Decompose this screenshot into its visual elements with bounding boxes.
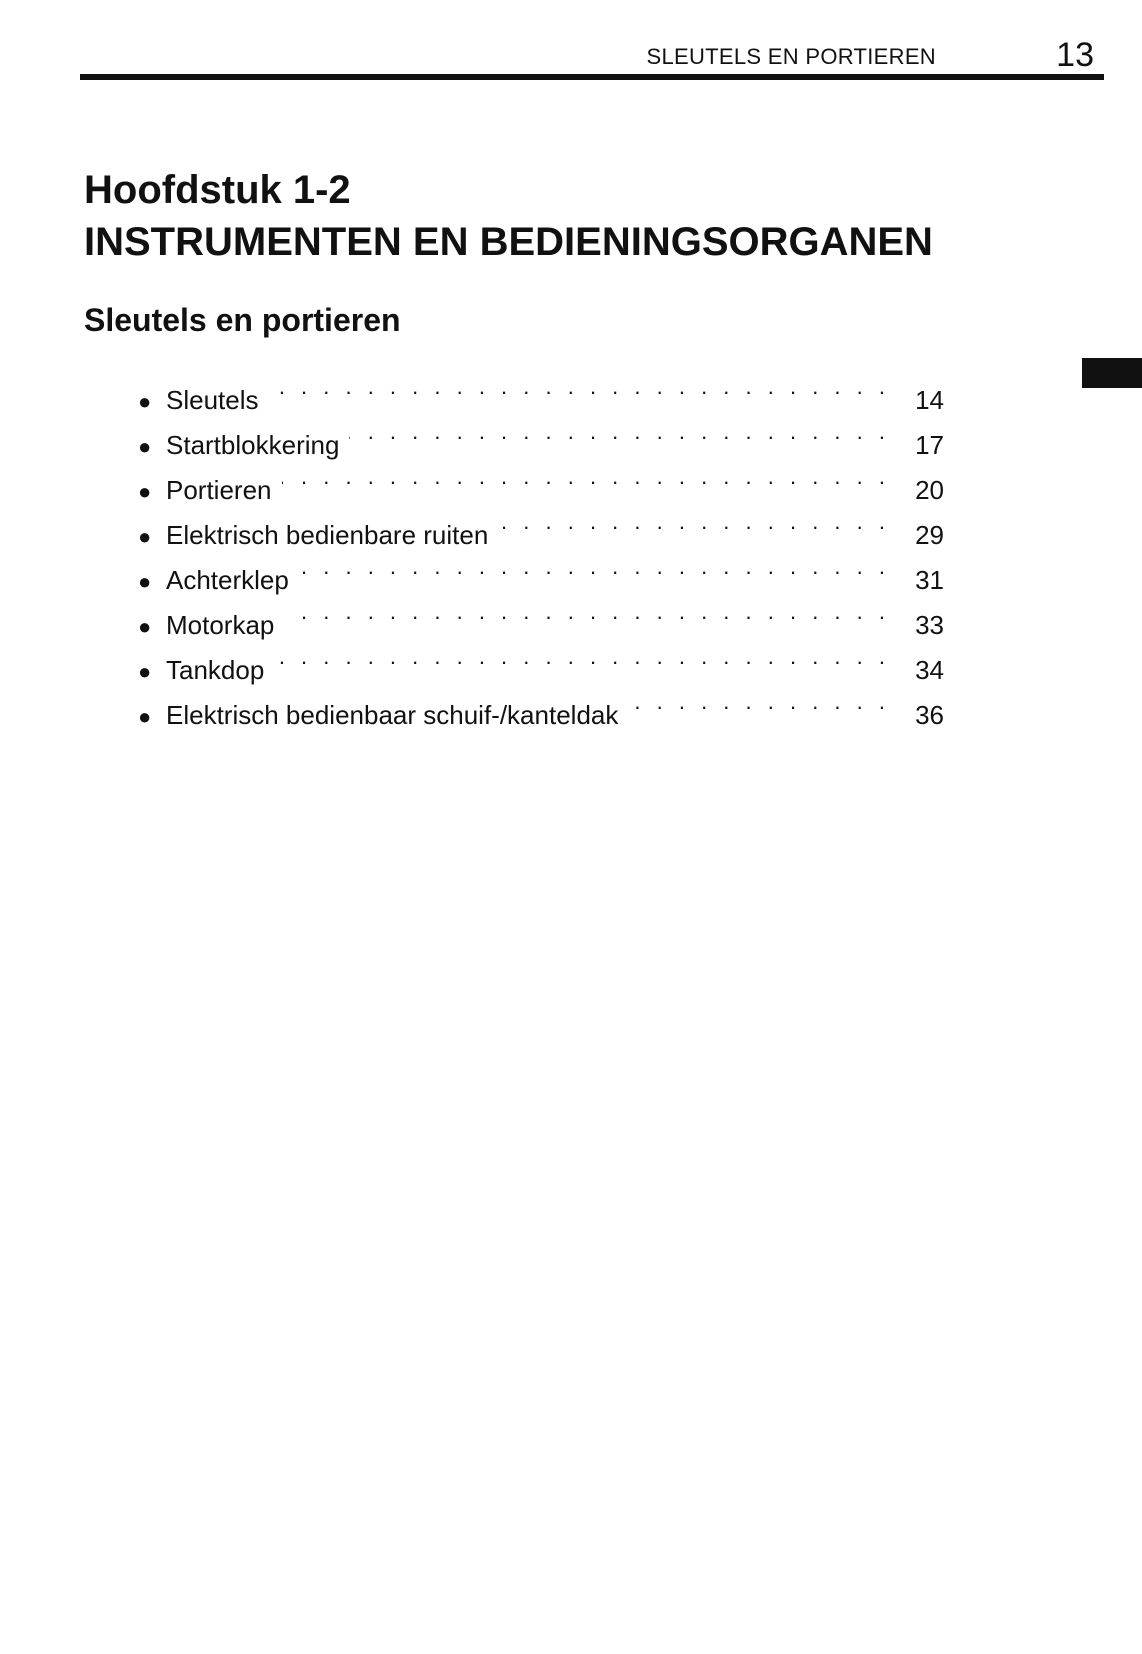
toc-item-page: 36 [915,700,944,730]
bullet-dot-icon: ● [138,659,152,684]
page-number: 13 [1056,36,1094,74]
toc-item-label: Startblokkering [166,430,340,460]
toc-item-page: 17 [915,430,944,460]
toc-item-label: Elektrisch bedienbare ruiten [166,520,489,550]
bullet-dot-icon: ● [138,614,152,639]
chapter-subtitle: INSTRUMENTEN EN BEDIENINGSORGANEN [84,220,933,264]
running-title: SLEUTELS EN PORTIEREN [646,44,936,69]
toc-item-page: 33 [915,610,944,640]
chapter-thumb-tab [1082,358,1142,388]
toc-item-page: 20 [915,475,944,505]
chapter-title: Hoofdstuk 1-2 [84,168,351,212]
dot-leader [628,679,890,724]
dot-leader [498,499,890,544]
running-header [80,36,1104,80]
toc-item-page: 29 [915,520,944,550]
dot-leader [284,589,890,634]
toc-item-label: Sleutels [166,385,259,415]
bullet-dot-icon: ● [138,434,152,459]
toc-item-label: Elektrisch bedienbaar schuif-/kanteldak [166,700,619,730]
bullet-dot-icon: ● [138,704,152,729]
toc-item-label: Achterklep [166,565,289,595]
bullet-dot-icon: ● [138,569,152,594]
dot-leader [282,454,891,499]
bullet-dot-icon: ● [138,524,152,549]
toc-item-label: Tankdop [166,655,265,685]
toc-item-page: 31 [915,565,944,595]
toc-item-label: Motorkap [166,610,275,640]
section-title: Sleutels en portieren [84,302,401,338]
dot-leader [274,634,890,679]
toc-item-page: 34 [915,655,944,685]
toc-item-sleutels[interactable] [138,364,944,415]
toc-item-startblokkering[interactable] [138,409,944,460]
dot-leader [299,544,890,589]
bullet-dot-icon: ● [138,389,152,414]
dot-leader [269,364,891,409]
bullet-dot-icon: ● [138,479,152,504]
header-rule [80,74,1104,80]
toc-item-label: Portieren [166,475,272,505]
toc-item-page: 14 [915,385,944,415]
dot-leader [349,409,890,454]
table-of-contents [138,364,944,730]
